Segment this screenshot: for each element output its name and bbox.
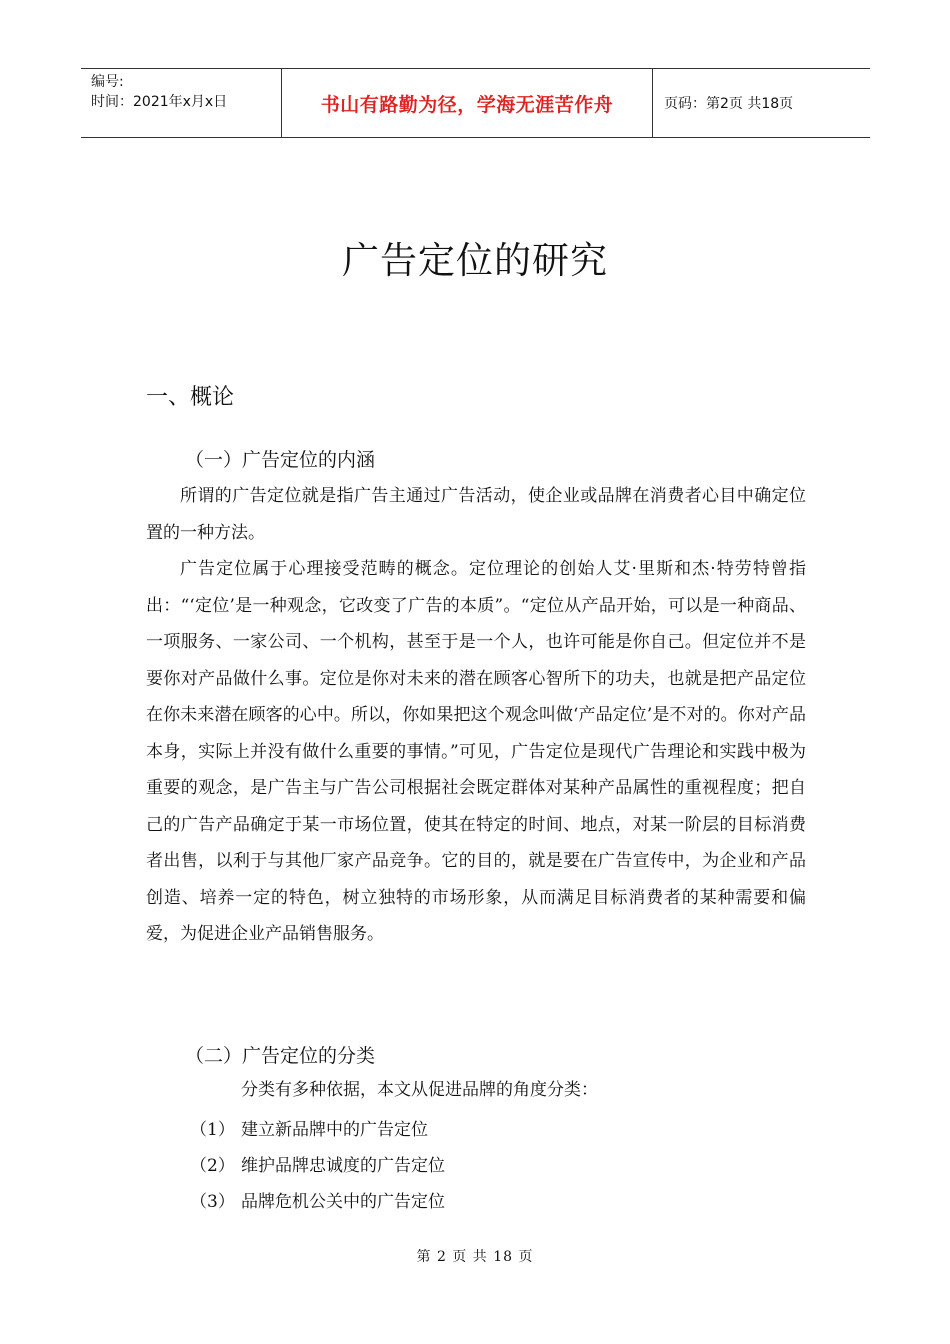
document-time: 时间：2021年x月x日	[91, 94, 228, 110]
list-item-text: 建立新品牌中的广告定位	[241, 1120, 428, 1140]
list-item-text: 品牌危机公关中的广告定位	[241, 1192, 445, 1212]
document-title: 广告定位的研究	[342, 239, 608, 282]
list-item-number: （2）	[190, 1156, 235, 1176]
subsection-heading: （一）广告定位的内涵	[185, 449, 376, 471]
list-item-number: （1）	[190, 1120, 235, 1140]
list-item-text: 维护品牌忠诚度的广告定位	[241, 1156, 445, 1176]
subsection-heading: （二）广告定位的分类	[185, 1045, 376, 1067]
header-motto: 书山有路勤为径，学海无涯苦作舟	[282, 69, 653, 137]
header-meta	[81, 69, 282, 137]
header-page-info: 页码：第2页 共18页	[664, 96, 794, 112]
list-item	[190, 1151, 445, 1176]
list-item-number: （3）	[190, 1192, 235, 1212]
list-intro: 分类有多种依据，本文从促进品牌的角度分类：	[241, 1080, 598, 1100]
paragraph: 广告定位属于心理接受范畴的概念。定位理论的创始人艾·里斯和杰·特劳特曾指出：“‘定位’是一种观念，它改变了广告的本质”。“定位从产品开始，可以是一种商品、一项服务、一家公司、一个机构，甚至于是一个人，也许可能是你自己。但定位并不是要你对产品做什么事。定位是你对未来的潜在顾客心智所下的功夫，也就是把产品定位在你未来潜在顾客的心中。所以，你如果把这个观念叫做‘产品定位’是不对的。你对产品本身，实际上并没有做什么重要的事情。”可见，广告定位是现代广告理论和实践中极为重要的观念，是广告主与广告公司根据社会既定群体对某种产品属性的重视程度；把自己的广告产品确定于某一市场位置，使其在特定的时间、地点，对某一阶层的目标消费者出售，以利于与其他厂家产品竞争。它的目的，就是要在广告宣传中，为企业和产品创造、培养一定的特色，树立独特的市场形象，从而满足目标消费者的某种需要和偏爱，为促进企业产品销售服务。	[146, 559, 806, 944]
paragraph: 所谓的广告定位就是指广告主通过广告活动，使企业或品牌在消费者心目中确定位置的一种方法。	[146, 486, 806, 543]
section-heading: 一、概论	[146, 385, 235, 410]
page-footer: 第 2 页 共 18 页	[416, 1249, 534, 1265]
document-number-label: 编号:	[91, 74, 124, 90]
page-header	[81, 68, 870, 138]
list-item	[190, 1115, 428, 1140]
list-item	[190, 1187, 445, 1212]
